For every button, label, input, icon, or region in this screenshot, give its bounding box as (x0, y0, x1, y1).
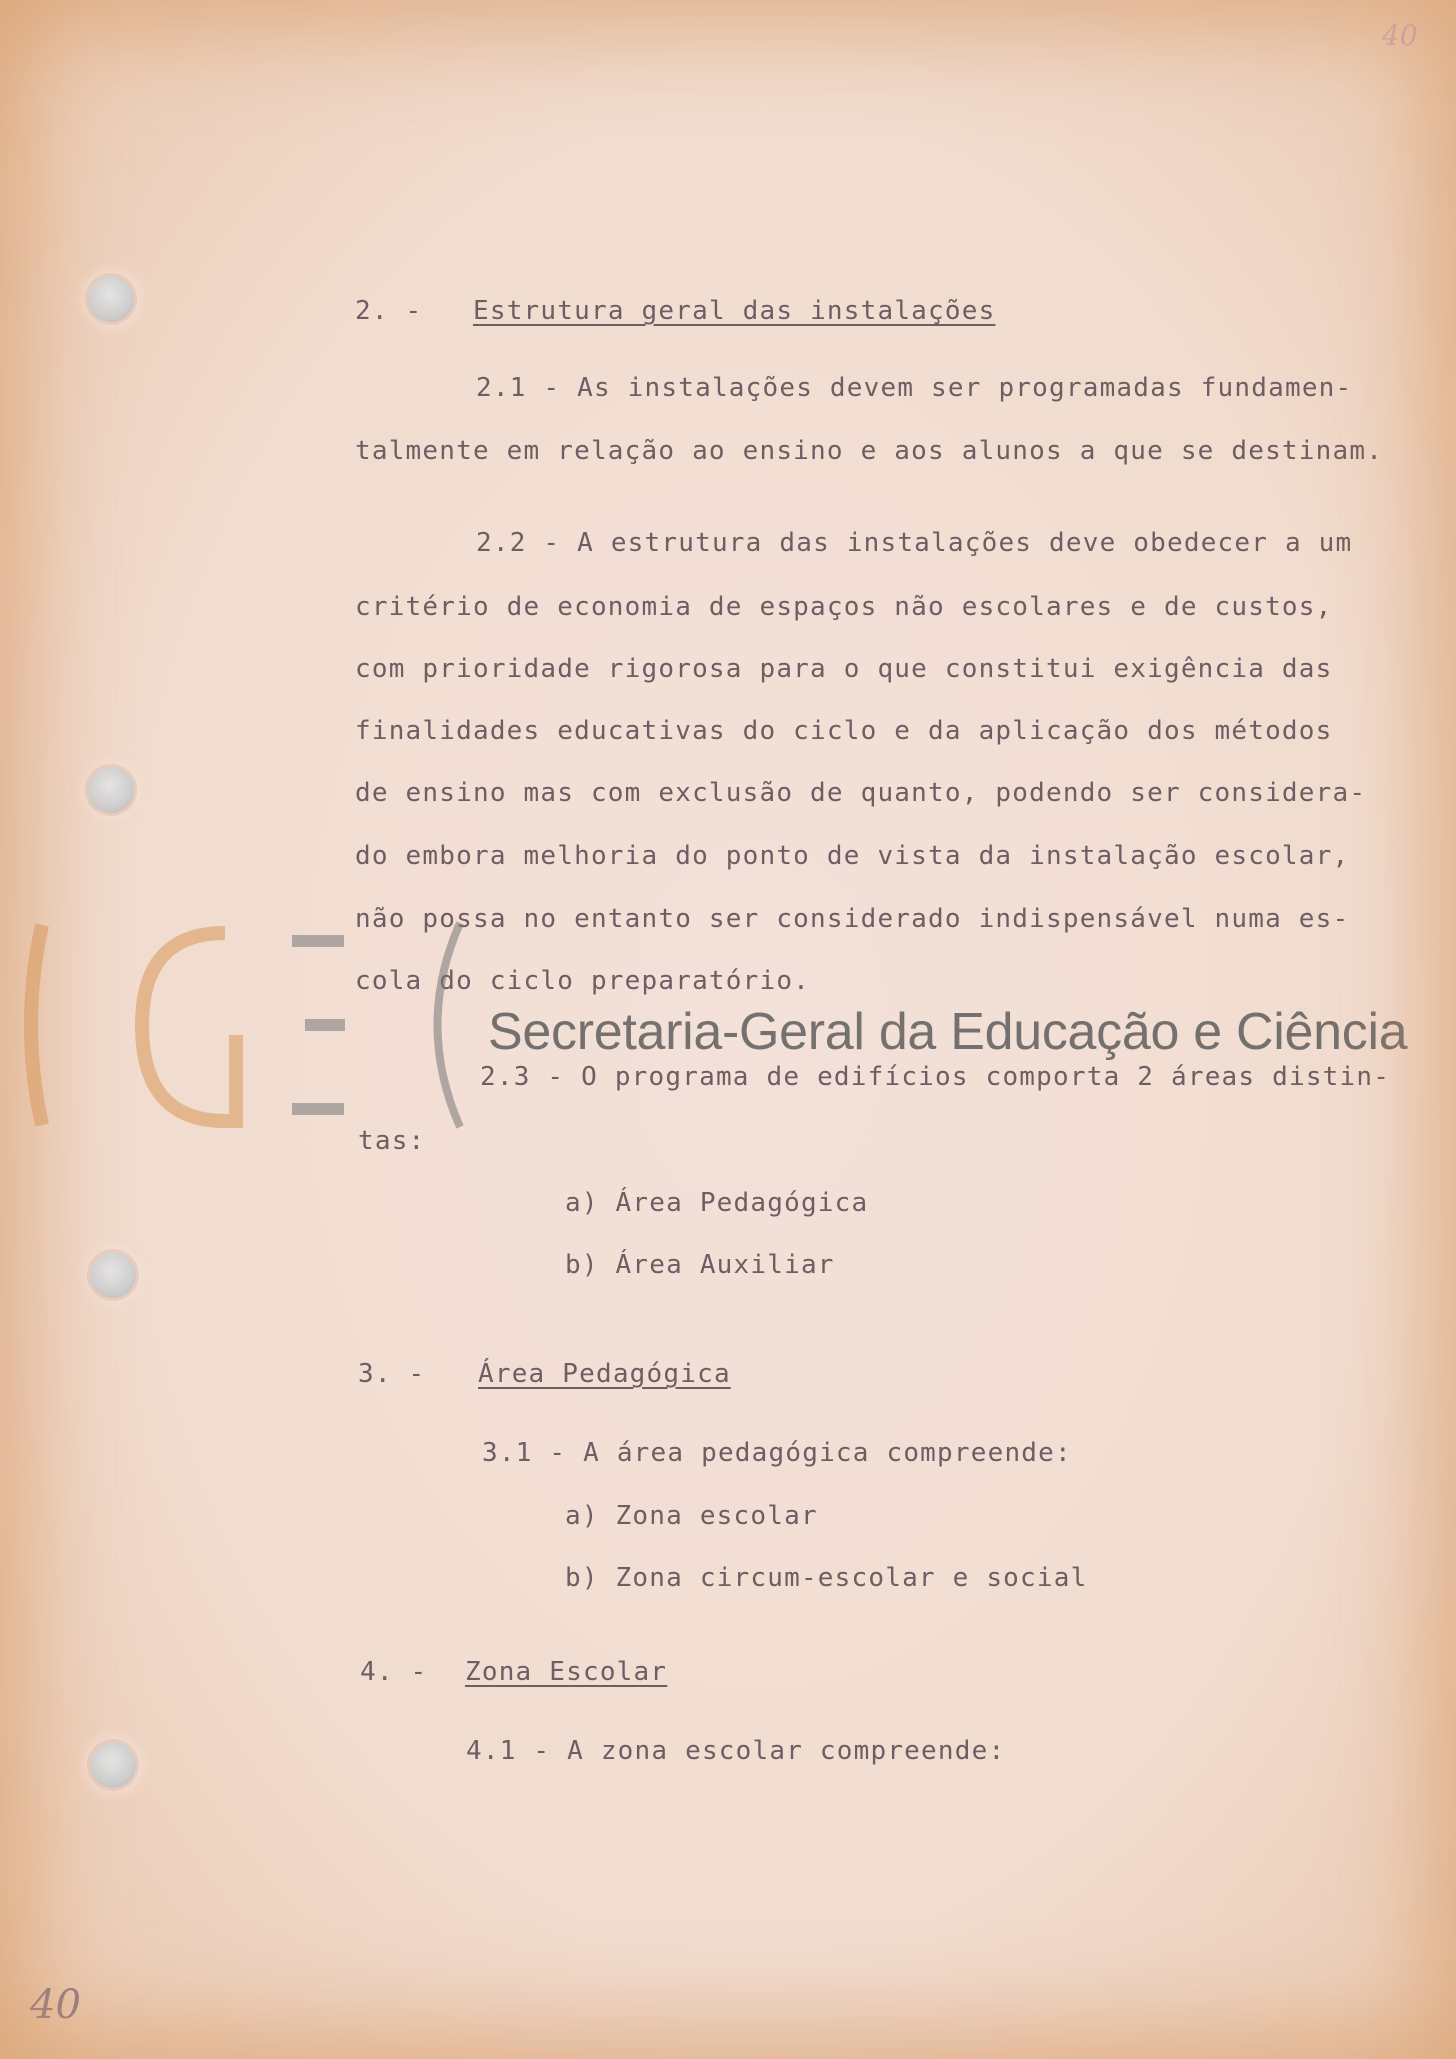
list-item: a) Zona escolar (565, 1501, 818, 1531)
text-line: finalidades educativas do ciclo e da aplicação dos métodos (355, 716, 1333, 746)
text-line: 2.3 - O programa de edifícios comporta 2 áreas distin- (480, 1062, 1391, 1092)
punch-hole (90, 1742, 136, 1788)
section-3-heading: Área Pedagógica (478, 1359, 731, 1389)
text-line: com prioridade rigorosa para o que constitui exigência das (355, 654, 1333, 684)
list-item: a) Área Pedagógica (565, 1188, 869, 1218)
text-line: 2.1 - As instalações devem ser programadas fundamen- (476, 373, 1353, 403)
page-number-top: 40 (1382, 19, 1418, 52)
text-line: cola do ciclo preparatório. (355, 966, 811, 996)
section-4-heading: Zona Escolar (465, 1657, 668, 1687)
logo-e-bar-bottom (292, 1103, 344, 1115)
section-3-number: 3. - (358, 1359, 426, 1389)
text-line: não possa no entanto ser considerado indispensável numa es- (355, 904, 1350, 934)
punch-hole (90, 1252, 136, 1298)
text-line: 4.1 - A zona escolar compreende: (466, 1736, 1006, 1766)
text-line: 3.1 - A área pedagógica compreende: (482, 1438, 1072, 1468)
punch-hole (88, 767, 134, 813)
section-4-number: 4. - (360, 1657, 428, 1687)
text-line: do embora melhoria do ponto de vista da instalação escolar, (355, 841, 1350, 871)
list-item: b) Área Auxiliar (565, 1250, 835, 1280)
text-line: de ensino mas com exclusão de quanto, podendo ser considera- (355, 778, 1367, 808)
sgec-logo (20, 915, 480, 1135)
section-2-heading: Estrutura geral das instalações (473, 296, 996, 326)
watermark-organization-name: Secretaria-Geral da Educação e Ciência (488, 1003, 1408, 1061)
logo-e-bar-mid (305, 1019, 345, 1031)
logo-g-shape (142, 933, 236, 1121)
section-2-number: 2. - (355, 296, 423, 326)
text-line: tas: (358, 1126, 426, 1156)
text-line: talmente em relação ao ensino e aos alunos a que se destinam. (355, 436, 1384, 466)
logo-s-shape (31, 925, 42, 1125)
text-line: 2.2 - A estrutura das instalações deve obedecer a um (476, 528, 1353, 558)
text-line: critério de economia de espaços não escolares e de custos, (355, 592, 1333, 622)
punch-hole (88, 276, 134, 322)
list-item: b) Zona circum-escolar e social (565, 1563, 1088, 1593)
page-number-bottom: 40 (30, 1982, 81, 2028)
logo-e-bar-top (292, 935, 344, 947)
logo-c-shape (438, 923, 461, 1127)
